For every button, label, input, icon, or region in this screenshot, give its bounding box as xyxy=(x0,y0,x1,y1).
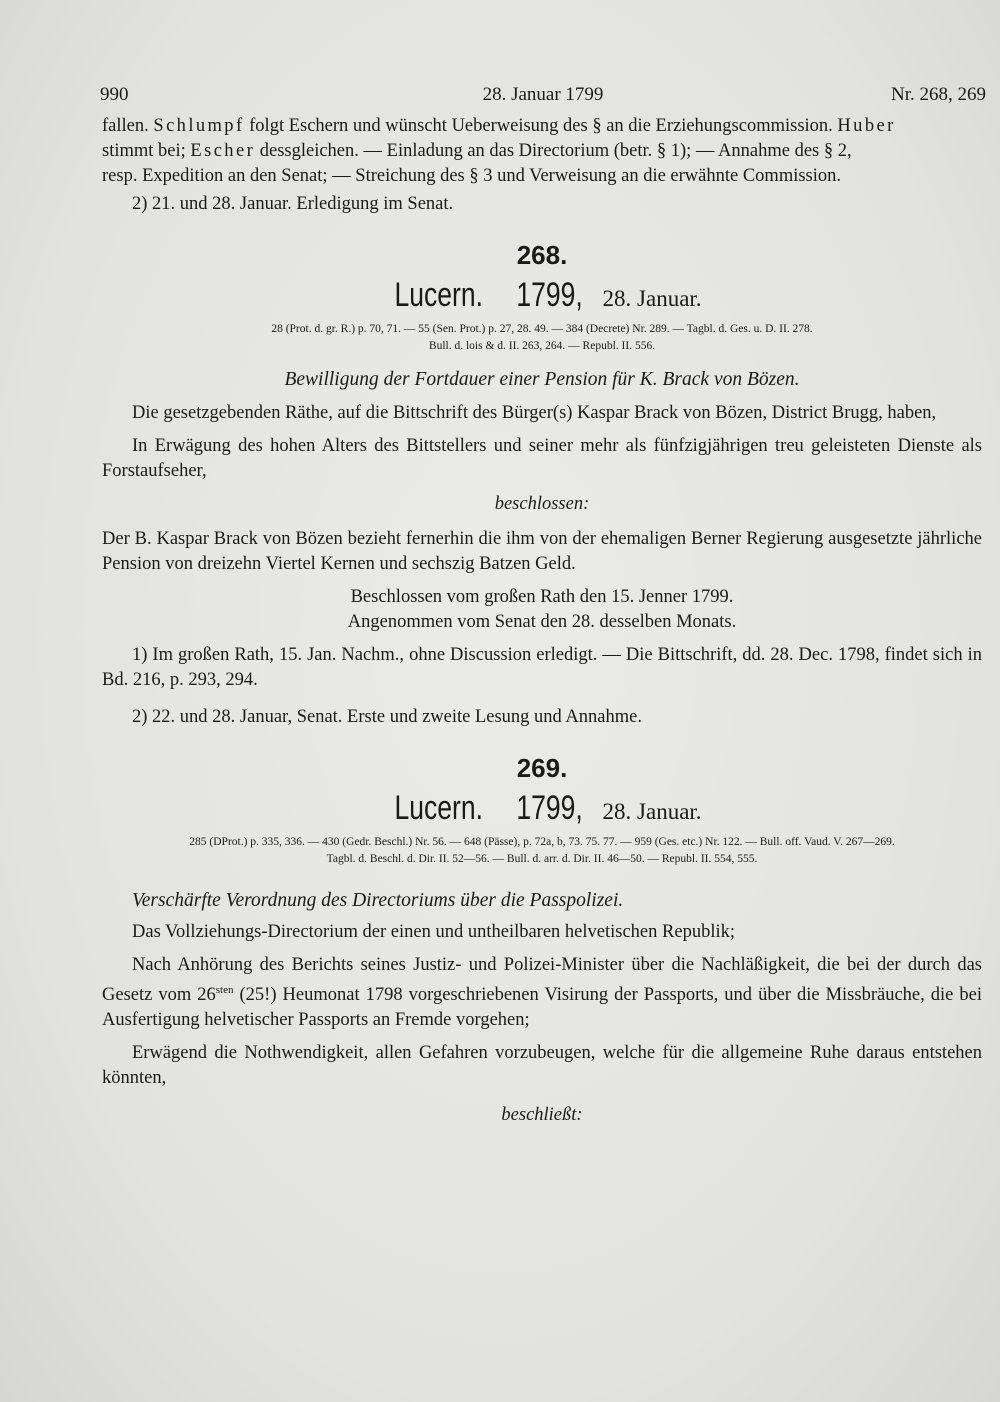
section-269-sources-line-1: 285 (DProt.) p. 335, 336. — 430 (Gedr. Beschl.) Nr. 56. — 648 (Pässe), p. 72a, b, 73. 75. 77. — 959 (Ges. etc.) Nr. 122. — Bull. off. Vaud. V. 267—269. xyxy=(189,836,895,848)
section-269-sources-line-2: Tagbl. d. Beschl. d. Dir. II. 52—56. — Bull. d. arr. d. Dir. II. 46—50. — Republ. II. 554, 555. xyxy=(326,853,758,865)
header-document-numbers: Nr. 268, 269 xyxy=(891,84,986,105)
superscript-sten: sten xyxy=(215,984,234,996)
section-268-year: 1799, xyxy=(516,276,583,314)
section-268-date: 28. Januar. xyxy=(602,286,702,311)
section-268-signature-2: Angenommen vom Senat den 28. desselben Monats. xyxy=(347,612,737,632)
name-schlumpf: Schlumpf xyxy=(153,116,245,136)
intro-line-3: resp. Expedition an den Senat; — Streichung des § 3 und Verweisung an die erwähnte Commission. xyxy=(102,166,842,186)
intro-footnote: 2) 21. und 28. Januar. Erledigung im Senat. xyxy=(132,194,454,214)
section-268-signature-1: Beschlossen vom großen Rath den 15. Jenner 1799. xyxy=(350,587,734,607)
section-269-number: 269. xyxy=(516,753,568,783)
section-268-sources-line-1: 28 (Prot. d. gr. R.) p. 70, 71. — 55 (Sen. Prot.) p. 27, 28. 49. — 384 (Decrete) Nr. 289. — Tagbl. d. Ges. u. D. II. 278. xyxy=(271,323,813,335)
section-269-title: Verschärfte Verordnung des Directoriums über die Passpolizei. xyxy=(132,890,624,911)
section-268-paragraph-1: Die gesetzgebenden Räthe, auf die Bittschrift des Bürger(s) Kaspar Brack von Bözen, District Brugg, haben, xyxy=(132,403,937,423)
page-number: 990 xyxy=(100,84,129,105)
section-268-paragraph-3: Der B. Kaspar Brack von Bözen bezieht fernerhin die ihm von der ehemaligen Berner Regierung ausgesetzte jährliche Pension von dreizehn Viertel Kernen und sechszig Batzen Geld. xyxy=(102,529,982,574)
section-269-year: 1799, xyxy=(516,789,583,827)
intro-line-1: fallen. Schlumpf folgt Eschern und wünscht Ueberweisung des § an die Erziehungscommission. Huber xyxy=(102,116,896,136)
intro-line-2: stimmt bei; Escher dessgleichen. — Einladung an das Directorium (betr. § 1); — Annahme des § 2, xyxy=(102,141,852,161)
section-268-place: Lucern. xyxy=(394,276,484,314)
section-268-footnote-2: 2) 22. und 28. Januar, Senat. Erste und zweite Lesung und Annahme. xyxy=(132,707,642,727)
section-268-number: 268. xyxy=(516,240,568,270)
section-269-date: 28. Januar. xyxy=(602,799,702,824)
section-268-footnote-1: 1) Im großen Rath, 15. Jan. Nachm., ohne Discussion erledigt. — Die Bittschrift, dd. 28. Dec. 1798, findet sich in Bd. 216, p. 293, 294. xyxy=(102,645,982,690)
page-body xyxy=(102,114,982,1128)
section-269-resolved: beschließt: xyxy=(501,1105,583,1126)
section-269-paragraph-1: Das Vollziehungs-Directorium der einen und untheilbaren helvetischen Republik; xyxy=(132,922,735,942)
name-escher: Escher xyxy=(190,141,256,161)
section-268-heading xyxy=(102,275,982,319)
section-269-heading xyxy=(102,788,982,832)
header-date: 28. Januar 1799 xyxy=(482,84,604,105)
section-268-resolved: beschlossen: xyxy=(494,494,590,514)
section-268-title: Bewilligung der Fortdauer einer Pension für K. Brack von Bözen. xyxy=(284,369,800,390)
section-268-sources-line-2: Bull. d. lois & d. II. 263, 264. — Republ. II. 556. xyxy=(428,340,656,352)
section-268-paragraph-2: In Erwägung des hohen Alters des Bittstellers und seiner mehr als fünfzigjährigen treu geleisteten Dienste als Forstaufseher, xyxy=(102,436,982,481)
page-header xyxy=(100,84,986,114)
name-huber: Huber xyxy=(837,116,896,136)
section-269-paragraph-3: Erwägend die Nothwendigkeit, allen Gefahren vorzubeugen, welche für die allgemeine Ruhe daraus entstehen könnten, xyxy=(102,1043,982,1089)
section-269-place: Lucern. xyxy=(394,789,484,827)
section-269-paragraph-2: Nach Anhörung des Berichts seines Justiz- und Polizei-Minister über die Nachläßigkeit, die bei der durch das Gesetz vom $26^{sten}$ (25!) Heumonat 1798 vorgeschriebenen Visirung der Passports, und über die Missbräuche, die bei Ausfertigung helvetischer Passports an Fremde vorgehen; xyxy=(102,955,982,1031)
